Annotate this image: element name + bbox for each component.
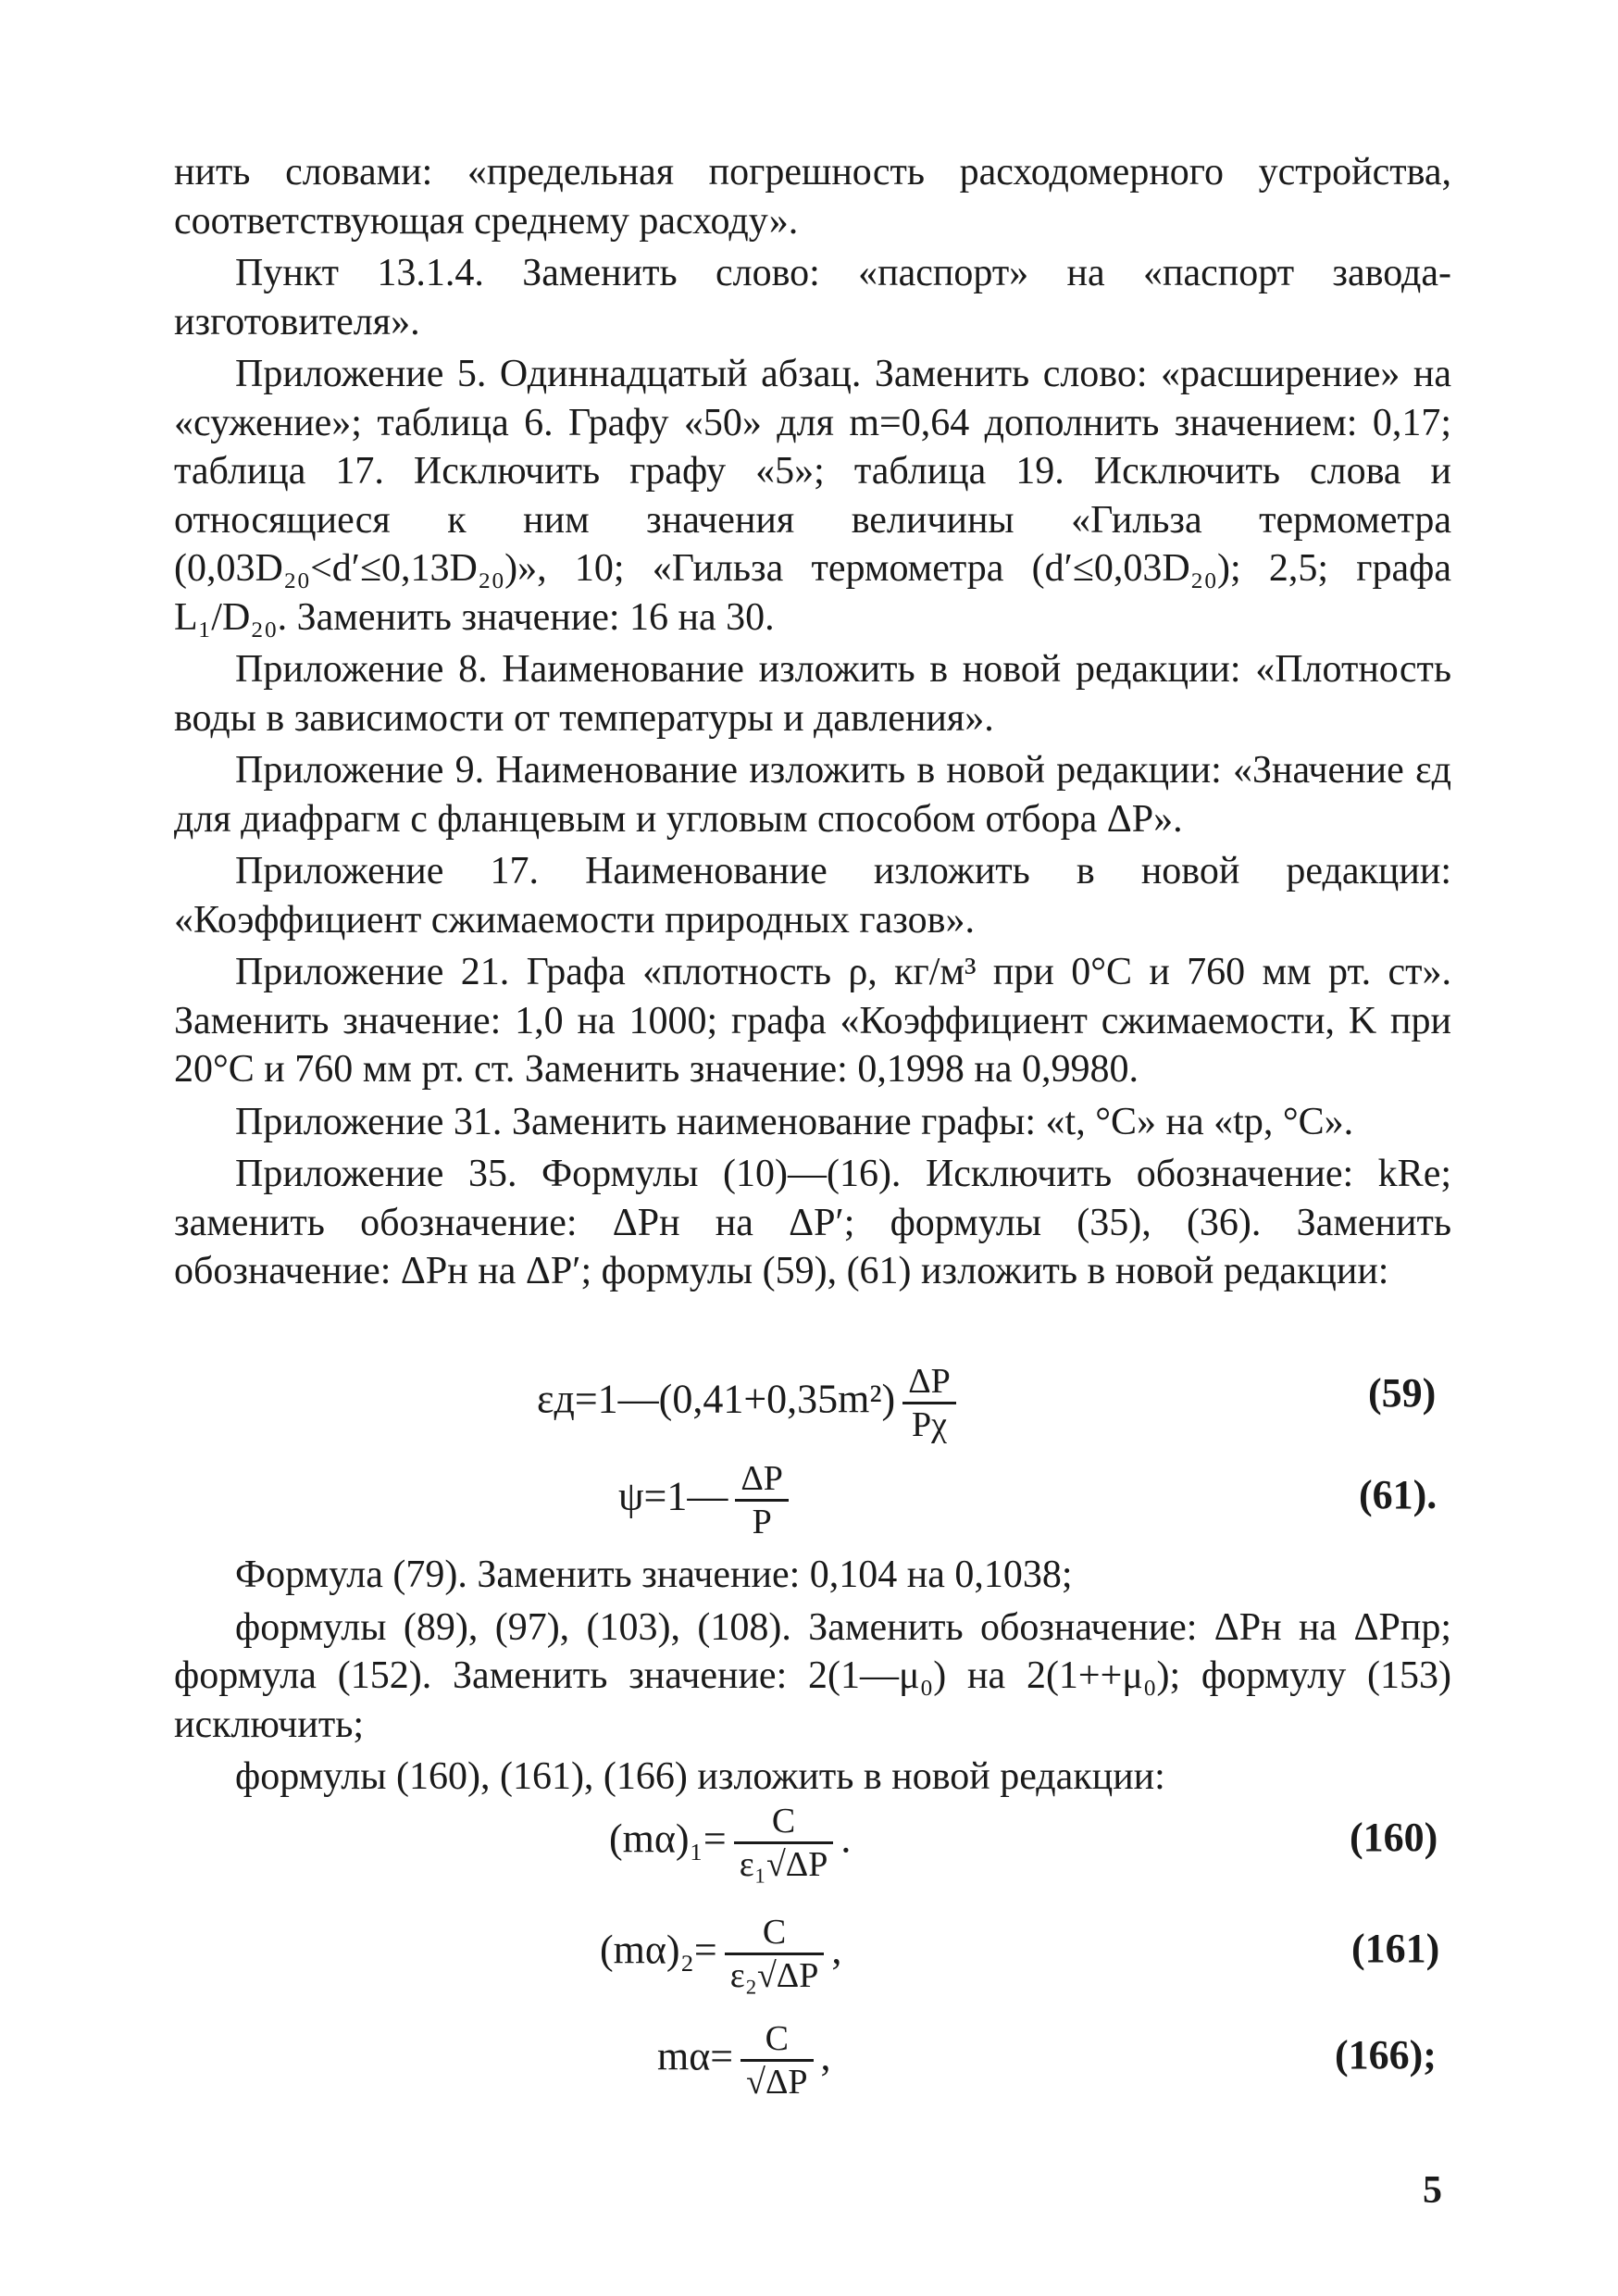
formula-59-numerator: ΔP (902, 1361, 956, 1404)
paragraph-1: нить словами: «предельная погрешность расходомерного устройства, соответствующая среднему расходу». (174, 151, 1451, 243)
formula-166-numerator: C (741, 2018, 813, 2062)
formula-161-numerator: C (725, 1912, 825, 1955)
formula-160-fraction (734, 1801, 834, 1885)
formula-161-denominator: ε₂√ΔP (729, 1956, 819, 1995)
formula-161 (600, 1912, 841, 1996)
formula-61-fraction (735, 1458, 789, 1542)
formula-166-denominator: √ΔP (746, 2063, 808, 2102)
formula-61-numerator: ΔP (735, 1458, 789, 1502)
formula-160 (609, 1801, 851, 1885)
paragraph-10: Формула (79). Заменить значение: 0,104 на 0,1038; (235, 1554, 1073, 1596)
formula-59 (537, 1361, 964, 1445)
formula-160-tail: . (840, 1816, 852, 1862)
formula-160-lhs: (mα)₁= (609, 1816, 727, 1862)
formula-160-denominator: ε₁√ΔP (739, 1845, 828, 1884)
formula-166-lhs: mα= (657, 2033, 734, 2079)
paragraph-11: формулы (89), (97), (103), (108). Заменить обозначение: ΔPн на ΔPпр; формула (152). Заменить значение: 2(1—μ₀) на 2(1++μ₀); формулу (153) исключить; (174, 1605, 1451, 1746)
formula-59-fraction (902, 1361, 956, 1445)
formula-166-tail: , (820, 2033, 831, 2079)
equation-number-59: (59) (1368, 1370, 1437, 1416)
equation-number-160: (160) (1350, 1815, 1438, 1860)
paragraph-5: Приложение 9. Наименование изложить в новой редакции: «Значение εд для диафрагм с фланцевым и угловым способом отбора ΔP». (174, 749, 1451, 841)
formula-61-lhs: ψ=1— (618, 1473, 728, 1519)
equation-number-161: (161) (1351, 1926, 1440, 1971)
paragraph-9: Приложение 35. Формулы (10)—(16). Исключить обозначение: kRe; заменить обозначение: ΔPн на ΔP′; формулы (35), (36). Заменить обозначение: ΔPн на ΔP′; формулы (59), (61) изложить в новой редакции: (174, 1153, 1451, 1292)
formula-59-lhs: εд=1—(0,41+0,35m²) (537, 1376, 896, 1422)
paragraph-2: Пункт 13.1.4. Заменить слово: «паспорт» на «паспорт завода-изготовителя». (174, 252, 1451, 343)
paragraph-3: Приложение 5. Одиннадцатый абзац. Заменить слово: «расширение» на «сужение»; таблица 6. Графу «50» для m=0,64 дополнить значением: 0,17; таблица 17. Исключить графу «5»; таблица 19. Исключить слова и относящиеся к ним значения величины «Гильза термометра (0,03D₂₀<d′≤0,13D₂₀)», 10; «Гильза термометра (d′≤0,03D₂₀); 2,5; графа L₁/D₂₀. Заменить значение: 16 на 30. (174, 353, 1451, 639)
text-block-top (174, 148, 1451, 1300)
paragraph-6: Приложение 17. Наименование изложить в новой редакции: «Коэффициент сжимаемости природных газов». (174, 850, 1451, 942)
formula-166 (657, 2018, 831, 2103)
page-number: 5 (1423, 2169, 1442, 2212)
formula-166-fraction (741, 2018, 813, 2103)
paragraph-12: формулы (160), (161), (166) изложить в новой редакции: (235, 1755, 1165, 1798)
formula-161-lhs: (mα)₂= (600, 1927, 717, 1973)
formula-61 (618, 1458, 796, 1542)
text-block-middle (174, 1551, 1451, 1805)
formula-61-denominator: P (752, 1503, 772, 1541)
formula-59-denominator: Pχ (912, 1405, 947, 1444)
paragraph-7: Приложение 21. Графа «плотность ρ, кг/м³ при 0°С и 760 мм рт. ст». Заменить значение: 1,0 на 1000; графа «Коэффициент сжимаемости, K при 20°С и 760 мм рт. ст. Заменить значение: 0,1998 на 0,9980. (174, 951, 1451, 1091)
formula-161-tail: , (831, 1927, 842, 1973)
paragraph-8: Приложение 31. Заменить наименование графы: «t, °С» на «tp, °С». (235, 1100, 1354, 1143)
paragraph-4: Приложение 8. Наименование изложить в новой редакции: «Плотность воды в зависимости от температуры и давления». (174, 648, 1451, 740)
equation-number-61: (61). (1359, 1472, 1438, 1517)
equation-number-166: (166); (1335, 2032, 1437, 2078)
formula-161-fraction (725, 1912, 825, 1996)
formula-160-numerator: C (734, 1801, 834, 1844)
